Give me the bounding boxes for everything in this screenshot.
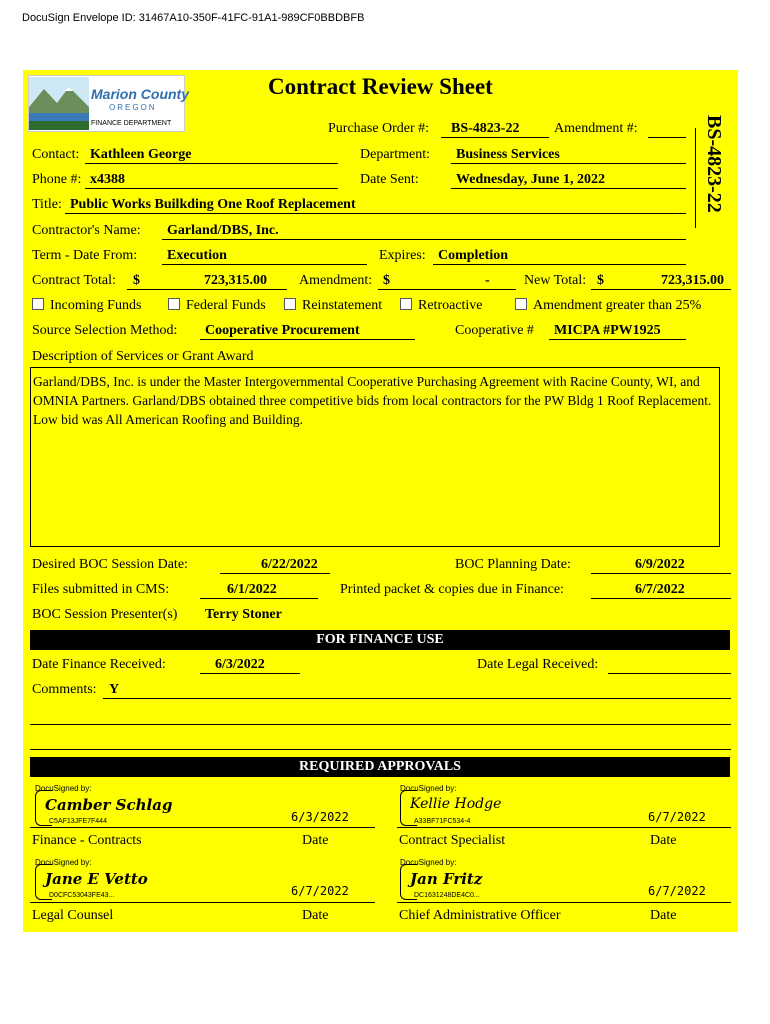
contact-value: Kathleen George [90, 147, 192, 162]
source-selection-value: Cooperative Procurement [205, 323, 360, 338]
approval-date-4: 6/7/2022 [648, 884, 706, 898]
cooperative-label: Cooperative # [455, 323, 534, 338]
docusigned-label: DocuSigned by: [400, 858, 457, 867]
comments-label: Comments: [32, 682, 97, 697]
contractor-value: Garland/DBS, Inc. [167, 223, 279, 238]
description-label: Description of Services or Grant Award [32, 349, 254, 364]
finance-received-label: Date Finance Received: [32, 657, 166, 672]
date-sent-value: Wednesday, June 1, 2022 [456, 172, 605, 187]
approval-date-1: 6/3/2022 [291, 810, 349, 824]
signature-text: Kellie Hodge [410, 796, 502, 812]
signature-text: Jane E Vetto [45, 870, 148, 888]
amendment-currency: $ [383, 273, 390, 288]
marion-county-logo [28, 75, 189, 132]
comments-value: Y [109, 682, 120, 697]
checkbox-icon[interactable] [284, 298, 296, 310]
signature-id: DC1631248DE4C0... [414, 892, 480, 899]
date-sent-label: Date Sent: [360, 172, 419, 187]
new-total-label: New Total: [524, 273, 587, 288]
boc-desired-value: 6/22/2022 [261, 557, 318, 572]
signature-text: Jan Fritz [410, 870, 483, 888]
envelope-id: DocuSign Envelope ID: 31467A10-350F-41FC-91A1-989CF0BBDBFB [22, 12, 365, 24]
logo-name: Marion County [91, 86, 189, 102]
purchase-order-label: Purchase Order #: [328, 121, 430, 136]
expires-label: Expires: [379, 248, 426, 263]
packet-due-value: 6/7/2022 [635, 582, 685, 597]
new-total-value: 723,315.00 [661, 273, 724, 288]
contract-total-value: 723,315.00 [204, 273, 267, 288]
packet-due-label: Printed packet & copies due in Finance: [340, 582, 564, 597]
contract-total-label: Contract Total: [32, 273, 116, 288]
contract-review-sheet [23, 70, 738, 932]
contract-total-currency: $ [133, 273, 140, 288]
presenter-value: Terry Stoner [205, 607, 282, 622]
checkbox-icon[interactable] [32, 298, 44, 310]
logo-dept: FINANCE DEPARTMENT [91, 120, 172, 127]
approval-date-3: 6/7/2022 [291, 884, 349, 898]
boc-desired-label: Desired BOC Session Date: [32, 557, 188, 572]
date-label-4: Date [650, 908, 677, 923]
cms-label: Files submitted in CMS: [32, 582, 170, 597]
legal-received-label: Date Legal Received: [477, 657, 599, 672]
approval-date-2: 6/7/2022 [648, 810, 706, 824]
checkbox-incoming-funds[interactable]: Incoming Funds [32, 298, 141, 314]
signature-id: A33BF71FC534-4 [414, 818, 471, 825]
signature-contract-specialist [400, 784, 560, 830]
role-finance-contracts: Finance - Contracts [32, 833, 142, 848]
term-label: Term - Date From: [32, 248, 138, 263]
docusigned-label: DocuSigned by: [35, 784, 92, 793]
phone-value: x4388 [90, 172, 125, 187]
new-total-currency: $ [597, 273, 604, 288]
boc-planning-value: 6/9/2022 [635, 557, 685, 572]
contact-label: Contact: [32, 147, 80, 162]
department-value: Business Services [456, 147, 560, 162]
signature-legal-counsel [35, 858, 195, 904]
landscape-icon [29, 77, 89, 130]
role-chief-administrative-officer: Chief Administrative Officer [399, 908, 561, 923]
date-label-3: Date [302, 908, 329, 923]
signature-finance-contracts [35, 784, 195, 830]
title-label: Title: [32, 197, 62, 212]
checkbox-amendment-over-25[interactable]: Amendment greater than 25% [515, 298, 701, 314]
expires-value: Completion [438, 248, 508, 263]
signature-id: D0CFC53043FE43... [49, 892, 115, 899]
finance-received-value: 6/3/2022 [215, 657, 265, 672]
finance-use-header: FOR FINANCE USE [30, 630, 730, 650]
signature-chief-administrative-officer [400, 858, 560, 904]
date-label-2: Date [650, 833, 677, 848]
contractor-label: Contractor's Name: [32, 223, 141, 238]
department-label: Department: [360, 147, 430, 162]
checkbox-icon[interactable] [168, 298, 180, 310]
checkbox-icon[interactable] [400, 298, 412, 310]
cms-value: 6/1/2022 [227, 582, 277, 597]
boc-planning-label: BOC Planning Date: [455, 557, 571, 572]
title-value: Public Works Builkding One Roof Replacement [70, 197, 356, 212]
cooperative-value: MICPA #PW1925 [554, 323, 661, 338]
signature-text: Camber Schlag [45, 796, 173, 814]
docusigned-label: DocuSigned by: [35, 858, 92, 867]
role-legal-counsel: Legal Counsel [32, 908, 114, 923]
checkbox-reinstatement[interactable]: Reinstatement [284, 298, 382, 314]
page-title: Contract Review Sheet [268, 74, 493, 99]
source-selection-label: Source Selection Method: [32, 323, 178, 338]
checkbox-icon[interactable] [515, 298, 527, 310]
amendment-label: Amendment: [299, 273, 373, 288]
phone-label: Phone #: [32, 172, 82, 187]
required-approvals-header: REQUIRED APPROVALS [30, 757, 730, 777]
side-id: BS-4823-22 [703, 115, 725, 213]
logo-state: OREGON [109, 103, 157, 112]
docusigned-label: DocuSigned by: [400, 784, 457, 793]
role-contract-specialist: Contract Specialist [399, 833, 506, 848]
checkbox-federal-funds[interactable]: Federal Funds [168, 298, 266, 314]
term-value: Execution [167, 248, 227, 263]
purchase-order-value: BS-4823-22 [451, 121, 520, 136]
amendment-number-label: Amendment #: [554, 121, 638, 136]
date-label-1: Date [302, 833, 329, 848]
amendment-value: - [485, 273, 490, 288]
checkbox-retroactive[interactable]: Retroactive [400, 298, 483, 314]
description-text: Garland/DBS, Inc. is under the Master Intergovernmental Cooperative Purchasing Agreement with Racine County, WI, and OMNIA Partners. Garland/DBS obtained three competitive bids from local contractors for the PW Bldg 1 Roof Replacement. Low bid was All American Roofing and Building. [30, 367, 720, 547]
signature-id: C5AF13JFE7F444 [49, 818, 107, 825]
presenter-label: BOC Session Presenter(s) [32, 607, 178, 622]
